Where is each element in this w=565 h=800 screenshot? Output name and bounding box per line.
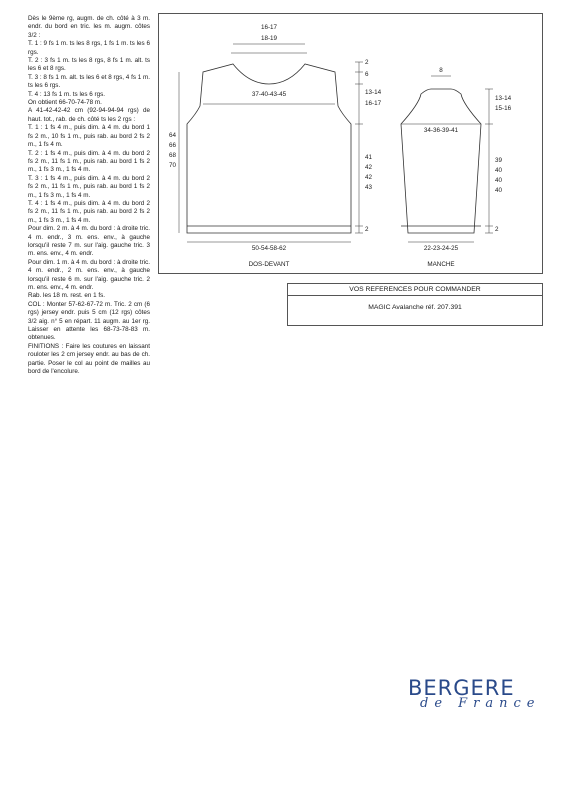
sleeve-length-label: 40 bbox=[495, 167, 503, 174]
instruction-paragraph: Dès le 9ème rg, augm. de ch. côté à 3 m. endr. du bord en tric. les m. augm. côtes 3/2 : bbox=[28, 15, 150, 39]
body-piece-name: DOS-DEVANT bbox=[248, 261, 290, 268]
sleeve-length-label: 40 bbox=[495, 187, 503, 194]
body-shoulder-label: 37-40-43-45 bbox=[251, 91, 287, 98]
brand-logo bbox=[408, 676, 548, 711]
body-hem-label: 2 bbox=[365, 226, 369, 233]
instruction-paragraph: T. 1 : 1 fs 4 m., puis dim. à 4 m. du bord 1 fs 2 m., 10 fs 1 m., puis rab. au bord 2 fs 2 m., 1 fs 4 m. bbox=[28, 124, 150, 149]
sleeve-cuff-label: 22-23-24-25 bbox=[423, 245, 459, 252]
body-right-label: 13-14 bbox=[365, 89, 382, 96]
instruction-paragraph: COL : Monter 57-62-67-72 m. Tric. 2 cm (6 rgs) jersey endr. puis 5 cm (12 rgs) côtes 3/2 aig. n° 5 en répart. 11 augm. au 1er rg. Laisser en attente les 68-73-78-83 m. obtenues. bbox=[28, 300, 150, 342]
instruction-paragraph: T. 3 : 8 fs 1 m. alt. ts les 6 et 8 rgs, 4 fs 1 m. ts les 6 rgs. bbox=[28, 73, 150, 90]
instruction-paragraph: Rab. les 18 m. rest. en 1 fs. bbox=[28, 292, 105, 300]
body-piece-diagram bbox=[179, 34, 363, 242]
sleeve-width-label: 34-36-39-41 bbox=[423, 127, 459, 134]
instruction-paragraph: T. 4 : 13 fs 1 m. ts les 6 rgs. bbox=[28, 90, 105, 98]
body-width-label: 50-54-58-62 bbox=[251, 245, 287, 252]
sleeve-cap-label: 13-14 bbox=[495, 95, 512, 102]
sleeve-length-label: 40 bbox=[495, 177, 503, 184]
body-right-label: 42 bbox=[365, 164, 373, 171]
body-left-label: 66 bbox=[169, 142, 177, 149]
instruction-paragraph: On obtient 66-70-74-78 m. bbox=[28, 99, 102, 107]
brand-subtitle: de France bbox=[420, 696, 541, 711]
sleeve-hem-label: 2 bbox=[495, 226, 499, 233]
instruction-paragraph: T. 1 : 9 fs 1 m. ts les 8 rgs, 1 fs 1 m. ts les 6 rgs. bbox=[28, 40, 150, 56]
order-reference-box bbox=[287, 283, 543, 326]
pattern-instructions bbox=[28, 15, 150, 376]
sleeve-diagram bbox=[401, 76, 493, 242]
body-right-label: 2 bbox=[365, 59, 369, 66]
body-left-label: 64 bbox=[169, 132, 177, 139]
instruction-paragraph: FINITIONS : Faire les coutures en laissant rouloter les 2 cm jersey endr. au bas de ch. partie. Poser le col au point de mailles au bord de l'encolure. bbox=[28, 342, 150, 376]
instruction-paragraph: T. 2 : 3 fs 1 m. ts les 8 rgs, 8 fs 1 m. alt. ts les 6 et 8 rgs. bbox=[28, 57, 150, 73]
pattern-schematic bbox=[158, 13, 543, 274]
instruction-paragraph: T. 2 : 1 fs 4 m., puis dim. à 4 m. du bord 2 fs 2 m., 11 fs 1 m., puis rab. au bord 1 fs 2 m., 1 fs 3 m., 1 fs 4 m. bbox=[28, 149, 150, 174]
instruction-paragraph: T. 4 : 1 fs 4 m., puis dim. à 4 m. du bord 2 fs 2 m., 11 fs 1 m., puis rab. au bord 2 fs 2 m., 1 fs 3 m., 1 fs 4 m. bbox=[28, 199, 150, 224]
instruction-paragraph: A 41-42-42-42 cm (92-94-94-94 rgs) de haut. tot., rab. de ch. côté ts les 2 rgs : bbox=[28, 107, 150, 123]
instruction-paragraph: T. 3 : 1 fs 4 m., puis dim. à 4 m. du bord 2 fs 2 m., 11 fs 1 m., puis rab. au bord 1 fs 2 m., 1 fs 3 m., 1 fs 4 m. bbox=[28, 174, 150, 199]
sleeve-cap-label: 15-16 bbox=[495, 105, 512, 112]
body-left-label: 70 bbox=[169, 162, 177, 169]
body-right-label: 43 bbox=[365, 184, 373, 191]
instruction-paragraph: Pour dim. 2 m. à 4 m. du bord : à droite tric. 4 m. endr., 3 m. ens. env., à gauche lorsqu'il reste 7 m. sur l'aig. gauche tric. 3 m. ens. env., 4 m. endr. bbox=[28, 225, 150, 258]
sleeve-top-label: 8 bbox=[439, 67, 443, 74]
order-reference-title: VOS REFERENCES POUR COMMANDER bbox=[288, 284, 542, 296]
sleeve-length-label: 39 bbox=[495, 157, 503, 164]
body-right-label: 42 bbox=[365, 174, 373, 181]
body-neck-top-label: 16-17 bbox=[260, 24, 278, 31]
body-left-label: 68 bbox=[169, 152, 177, 159]
body-right-label: 41 bbox=[365, 154, 373, 161]
body-neck-mid-label: 18-19 bbox=[260, 35, 278, 42]
order-reference-line: MAGIC Avalanche réf. 207.391 bbox=[368, 304, 462, 311]
instruction-paragraph: Pour dim. 1 m. à 4 m. du bord : à droite tric. 4 m. endr., 2 m. ens. env., à gauche lorsqu'il reste 6 m. sur l'aig. gauche tric. 2 m. ens. env., 4 m. endr. bbox=[28, 258, 150, 291]
body-right-label: 6 bbox=[365, 71, 369, 78]
sleeve-piece-name: MANCHE bbox=[427, 261, 455, 268]
body-right-label: 16-17 bbox=[365, 100, 382, 107]
brand-name: BERGERE bbox=[408, 676, 515, 700]
